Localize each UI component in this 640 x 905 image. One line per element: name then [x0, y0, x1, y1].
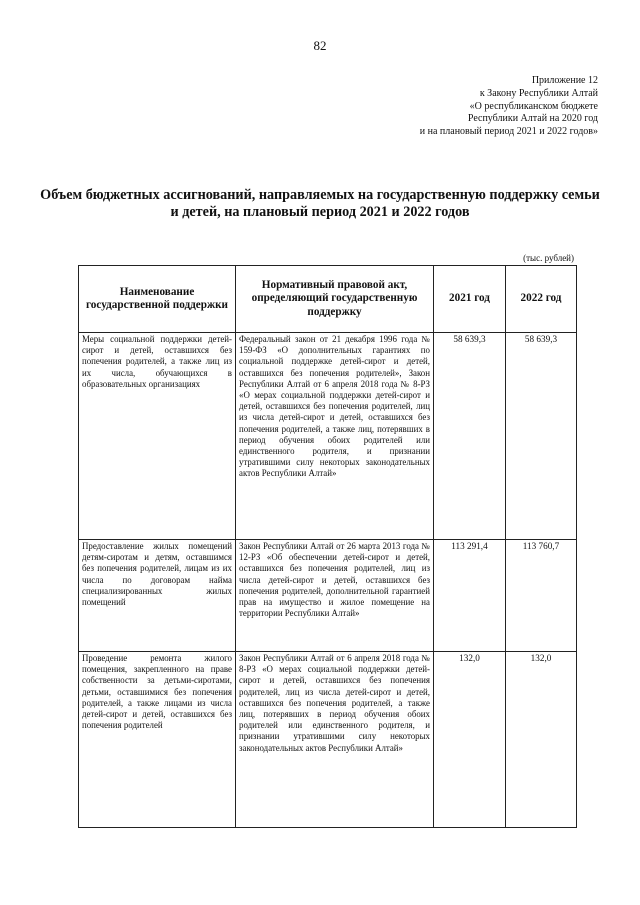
header-legal-act: Нормативный правовой акт, определяющий государственную поддержку	[236, 266, 434, 333]
amount-2021-cell	[434, 333, 506, 540]
appendix-line: и на плановый период 2021 и 2022 годов»	[419, 126, 598, 138]
amount-2021: 113 291,4	[451, 541, 488, 551]
support-name-cell	[79, 652, 236, 828]
header-support-name: Наименование государственной поддержки	[79, 266, 236, 333]
appendix-line: Приложение 12	[531, 75, 598, 86]
support-name-text: Предоставление жилых помещений детям-сиротам и детям, оставшимся без попечения родителей, лицам из их числа по договорам найма специализированных жилых помещений	[82, 541, 232, 608]
header-year-2022: 2022 год	[506, 266, 577, 333]
table-row	[79, 333, 577, 540]
amount-2021-cell	[434, 540, 506, 652]
amount-2022: 113 760,7	[522, 541, 560, 551]
amount-2022: 132,0	[530, 653, 552, 663]
table-row	[79, 652, 577, 828]
document-title: Объем бюджетных ассигнований, направляемых на государственную поддержку семьи и детей, на плановый период 2021 и 2022 годов	[40, 187, 600, 220]
legal-act-text: Федеральный закон от 21 декабря 1996 года № 159-ФЗ «О дополнительных гарантиях по социальной поддержке детей-сирот и детей, оставшихся без попечения родителей», Закон Республики Алтай от 6 апреля 2018 года № 8-РЗ «О мерах социальной поддержки детей-сирот и детей, оставшихся без попечения родителей, лиц из числа детей-сирот и детей, оставшихся без попечения родителей, а также лиц, потерявших в период обучения обоих родителей или единственного родителя, и признании утратившими силу некоторых законодательных актов Республики Алтай»	[239, 334, 430, 479]
header-year-2021: 2021 год	[434, 266, 506, 333]
table-header-row	[79, 266, 577, 333]
legal-act-cell	[236, 652, 434, 828]
units-note: (тыс. рублей)	[523, 253, 574, 263]
amount-2021: 58 639,3	[453, 334, 486, 344]
amount-2021-cell	[434, 652, 506, 828]
appendix-line: «О республиканском бюджете	[469, 100, 598, 112]
amount-2022: 58 639,3	[524, 334, 558, 344]
page-number: 82	[313, 38, 327, 53]
support-name-cell	[79, 540, 236, 652]
amount-2022-cell	[506, 652, 577, 828]
legal-act-text: Закон Республики Алтай от 26 марта 2013 года № 12-РЗ «Об обеспечении детей-сирот и детей, оставшихся без попечения родителей, лиц из числа детей-сирот и детей, оставшихся без попечения родителей, дополнительной гарантией прав на имущество и жилое помещение на территории Республики Алтай»	[239, 541, 430, 619]
support-name-cell	[79, 333, 236, 540]
legal-act-text: Закон Республики Алтай от 6 апреля 2018 года № 8-РЗ «О мерах социальной поддержки детей-сирот и детей, оставшихся без попечения родителей, лиц из числа детей-сирот и детей, оставшихся без попечения родителей, а также лиц, потерявших в период обучения обоих родителей или единственного родителя, и признании утратившими силу некоторых законодательных актов Республики Алтай»	[239, 653, 430, 753]
amount-2022-cell	[506, 540, 577, 652]
table-row	[79, 540, 577, 652]
support-name-text: Проведение ремонта жилого помещения, закрепленного на праве собственности за детьми-сиротами, детьми, оставшимися без попечения родителей, а также лицами из числа детей-сирот и детей, оставшихся без попечения родителей	[82, 653, 232, 731]
budget-table	[78, 265, 577, 828]
appendix-reference	[420, 75, 598, 139]
legal-act-cell	[236, 540, 434, 652]
legal-act-cell	[236, 333, 434, 540]
amount-2021: 132,0	[459, 653, 480, 663]
appendix-line: Республики Алтай на 2020 год	[467, 113, 598, 125]
amount-2022-cell	[506, 333, 577, 540]
support-name-text: Меры социальной поддержки детей-сирот и детей, оставшихся без попечения родителей, а также лиц из их числа, обучающихся в образовательных организациях	[82, 334, 232, 389]
appendix-line: к Закону Республики Алтай	[479, 87, 598, 99]
